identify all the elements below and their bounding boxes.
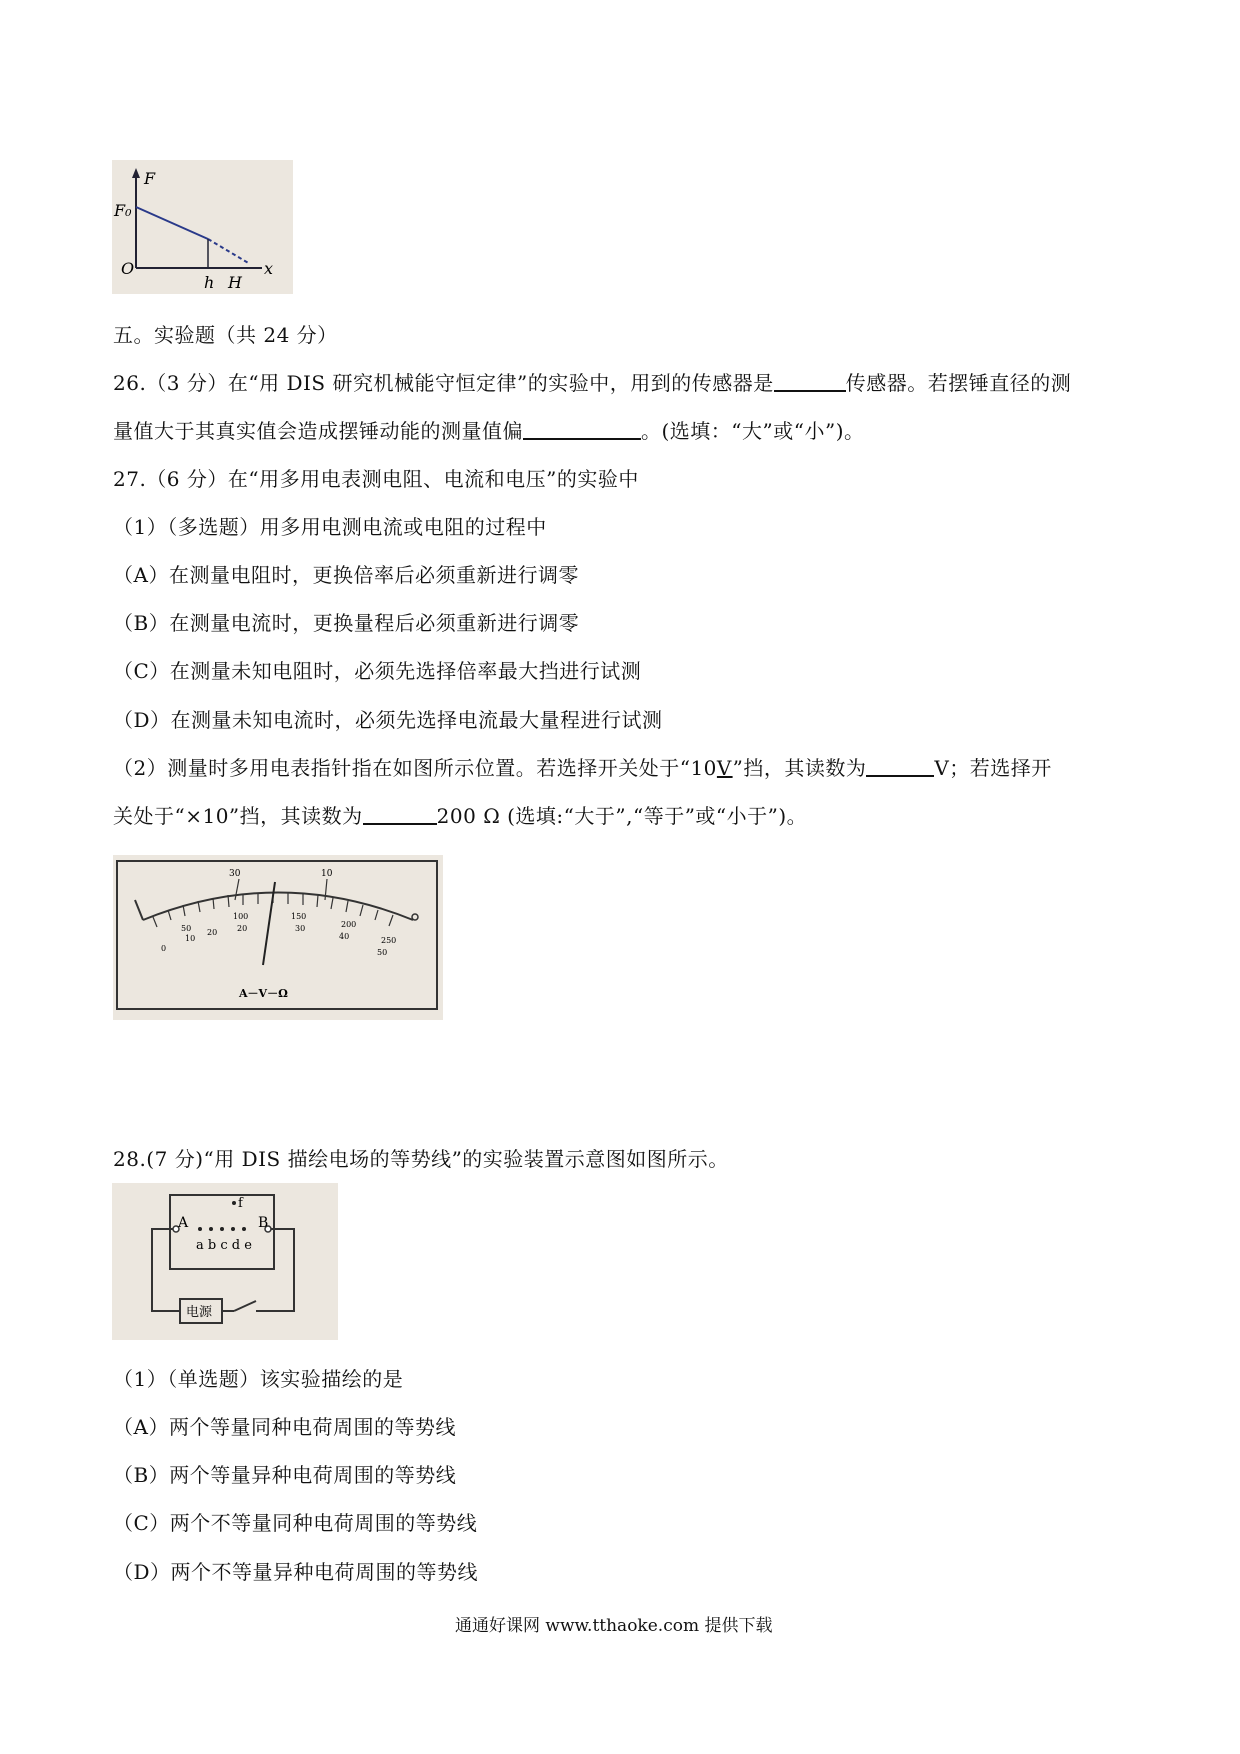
q27-part1: （1）（多选题）用多用电测电流或电阻的过程中 — [113, 515, 547, 539]
q28-option-b: （B）两个等量异种电荷周围的等势线 — [113, 1463, 457, 1487]
label-power: 电源 — [186, 1305, 213, 1320]
circuit-diagram — [112, 1183, 338, 1340]
meter-dial — [113, 855, 443, 1020]
q26-blank1 — [774, 370, 846, 392]
top-label-10: 10 — [321, 869, 333, 879]
q27-title: 27.（6 分）在“用多用电表测电阻、电流和电压”的实验中 — [113, 467, 639, 491]
force-extension — [208, 239, 250, 264]
scale-label-20: 20 — [207, 928, 218, 937]
q27-option-c: （C）在测量未知电阻时，必须先选择倍率最大挡进行试测 — [113, 659, 642, 683]
top-label-30: 30 — [229, 869, 241, 879]
q26-line1 — [113, 370, 1071, 396]
q27-option-d: （D）在测量未知电流时，必须先选择电流最大量程进行试测 — [113, 708, 663, 732]
q27-option-a: （A）在测量电阻时，更换倍率后必须重新进行调零 — [113, 563, 579, 587]
f-axis-label: F — [144, 169, 156, 188]
multimeter-dial-figure — [113, 855, 443, 1020]
scale-label-40: 40 — [339, 932, 350, 941]
q27-option-b: （B）在测量电流时，更换量程后必须重新进行调零 — [113, 611, 580, 635]
scale-label-30: 30 — [295, 924, 306, 933]
origin-label: O — [121, 259, 135, 278]
meter-needle — [263, 882, 275, 965]
q28-title: 28.(7 分)“用 DIS 描绘电场的等势线”的实验装置示意图如图所示。 — [113, 1147, 729, 1171]
page-footer: 通通好课网 www.tthaoke.com 提供下载 — [455, 1616, 773, 1636]
q28-option-a: （A）两个等量同种电荷周围的等势线 — [113, 1415, 456, 1439]
section-title: 五。实验题（共 24 分） — [113, 323, 338, 347]
scale-label-150: 150 — [291, 912, 307, 921]
x-axis-label: x — [264, 259, 274, 278]
q27-blank1 — [866, 755, 934, 777]
q26-text-d: 。(选填：“大”或“小”)。 — [641, 419, 865, 443]
scale-label-200: 200 — [341, 920, 357, 929]
label-abcde: a b c d e — [196, 1238, 252, 1253]
label-b: B — [258, 1215, 269, 1231]
label-f: f — [238, 1196, 243, 1211]
h-label: h — [204, 273, 215, 292]
q27-part2-text-e: 200 Ω (选填:“大于”,“等于”或“小于”)。 — [436, 804, 808, 828]
f0-label: F₀ — [114, 201, 132, 220]
q27-part2-text-a: （2）测量时多用电表指针指在如图所示位置。若选择开关处于“10 — [113, 756, 717, 780]
scale-label-0: 0 — [161, 944, 167, 953]
q26-text-b: 传感器。若摆锤直径的测 — [845, 371, 1072, 395]
q27-blank2 — [363, 803, 437, 825]
label-a: A — [178, 1215, 189, 1231]
force-displacement-figure — [112, 160, 293, 294]
y-axis-arrow — [132, 168, 140, 178]
q26-text-c: 量值大于其真实值会造成摆锤动能的测量值偏 — [113, 419, 523, 443]
force-line — [136, 207, 208, 239]
q27-part2-line2 — [113, 803, 807, 829]
q27-part2-text-b: ”挡，其读数为 — [732, 756, 867, 780]
arc-left-end — [135, 900, 143, 920]
scale-label-250: 250 — [381, 936, 397, 945]
switch-lever — [234, 1301, 256, 1311]
circuit-diagram-figure — [112, 1183, 338, 1340]
scale-label-100: 100 — [233, 912, 249, 921]
q26-blank2 — [523, 418, 641, 440]
arc-right-end — [412, 914, 418, 920]
q28-part1: （1）（单选题）该实验描绘的是 — [113, 1367, 404, 1391]
scale-label-50b: 50 — [377, 948, 388, 957]
force-graph — [112, 160, 293, 294]
q26-text-a: 26.（3 分）在“用 DIS 研究机械能守恒定律”的实验中，用到的传感器是 — [113, 371, 774, 395]
scale-label-20b: 20 — [237, 924, 248, 933]
meter-ticks — [153, 879, 393, 927]
q27-part2-text-d: 关处于“×10”挡，其读数为 — [113, 804, 363, 828]
scale-label-50: 50 — [181, 924, 192, 933]
q27-part2-line1 — [113, 755, 1052, 781]
conductive-paper — [170, 1195, 274, 1269]
q27-volt-symbol: V — [716, 756, 733, 780]
scale-label-10: 10 — [185, 934, 196, 943]
q27-part2-text-c: V；若选择开 — [934, 756, 1052, 780]
q26-line2 — [113, 418, 865, 444]
q28-option-c: （C）两个不等量同种电荷周围的等势线 — [113, 1511, 478, 1535]
meter-unit-label: A－V－Ω — [239, 987, 288, 1000]
q28-option-d: （D）两个不等量异种电荷周围的等势线 — [113, 1560, 479, 1584]
big-h-label: H — [228, 273, 242, 292]
